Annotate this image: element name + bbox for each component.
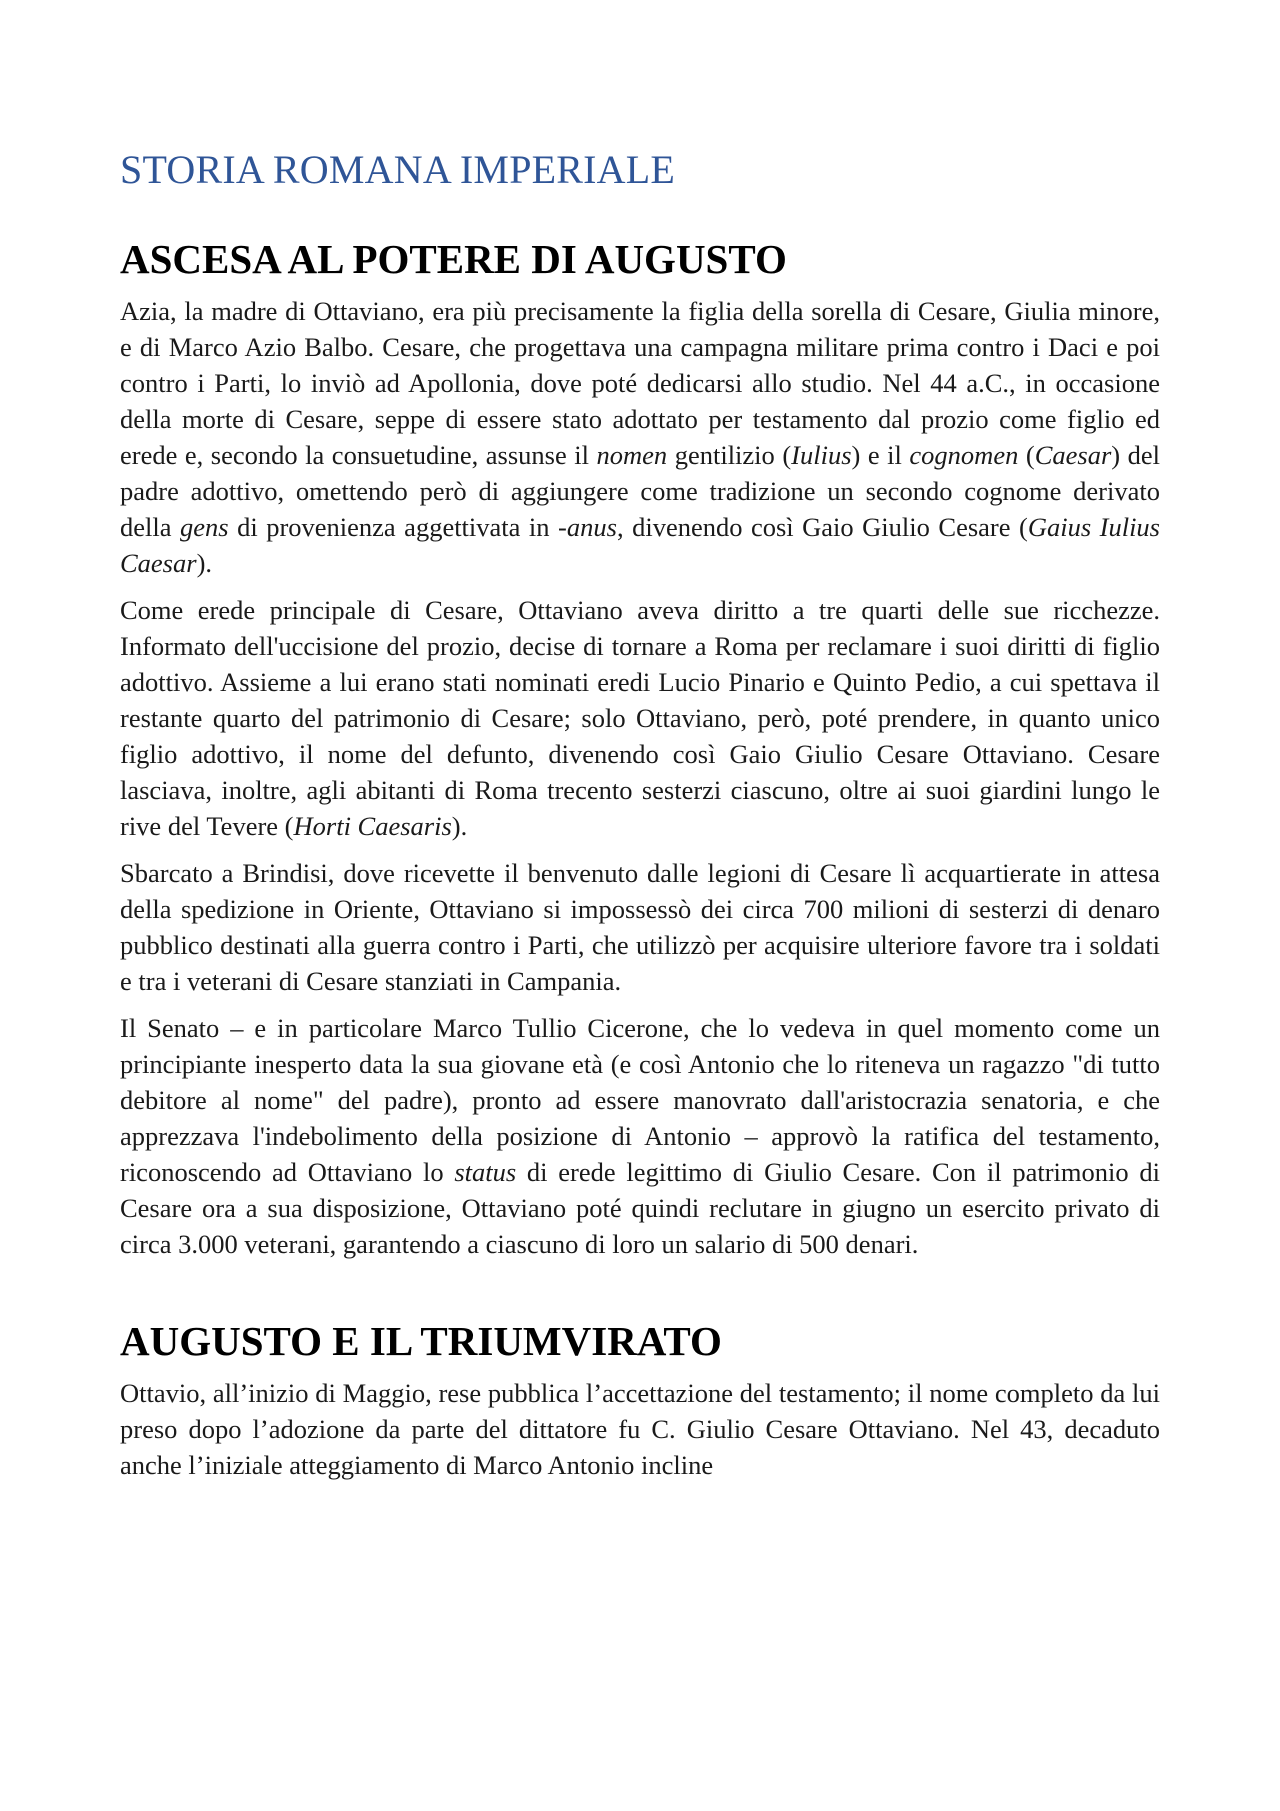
- section-heading-ascesa: ASCESA AL POTERE DI AUGUSTO: [120, 236, 787, 282]
- text-run: Ottavio, all’inizio di Maggio, rese pubblica l’accettazione del testamento; il nome completo da lui preso dopo l’adozione da parte del dittatore fu C. Giulio Cesare Ottaviano. Nel 43, decaduto anche l’iniziale atteggiamento di Marco Antonio incline: [120, 1378, 1160, 1481]
- text-run: di erede legittimo di Giulio Cesare. Con il patrimonio di Cesare ora a sua disposizione, Ottaviano poté quindi reclutare in giugno un esercito privato di circa 3.000 veterani, garantendo a ciascuno di loro un salario di 500 denari.: [120, 1157, 1160, 1260]
- italic-term: gens: [180, 512, 229, 543]
- text-run: ).: [196, 548, 213, 579]
- italic-term: Caesar: [1034, 440, 1112, 471]
- text-run: Sbarcato a Brindisi, dove ricevette il benvenuto dalle legioni di Cesare lì acquartierate in attesa della spedizione in Oriente, Ottaviano si impossessò dei circa 700 milioni di sesterzi di denaro pubblico destinati alla guerra contro i Parti, che utilizzò per acquisire ulteriore favore tra i soldati e tra i veterani di Cesare stanziati in Campania.: [120, 858, 1160, 997]
- section-heading-triumvirato: AUGUSTO E IL TRIUMVIRATO: [120, 1318, 722, 1365]
- italic-term: cognomen: [909, 440, 1019, 471]
- italic-term: Horti Caesaris: [293, 811, 452, 842]
- paragraph: [120, 592, 1160, 844]
- text-run: Come erede principale di Cesare, Ottaviano aveva diritto a tre quarti delle sue ricchezze. Informato dell'uccisione del prozio, decise di tornare a Roma per reclamare i suoi diritti di figlio adottivo. Assieme a lui erano stati nominati eredi Lucio Pinario e Quinto Pedio, a cui spettava il restante quarto del patrimonio di Cesare; solo Ottaviano, però, poté prendere, in quanto unico figlio adottivo, il nome del defunto, divenendo così Gaio Giulio Cesare Ottaviano. Cesare lasciava, inoltre, agli abitanti di Roma trecento sesterzi ciascuno, oltre ai suoi giardini lungo le rive del Tevere (: [120, 595, 1160, 842]
- text-run: , divenendo così Gaio Giulio Cesare (: [616, 512, 1028, 543]
- document-title: STORIA ROMANA IMPERIALE: [120, 147, 676, 192]
- text-run: ) e il: [851, 440, 910, 471]
- paragraph: [120, 1375, 1160, 1483]
- paragraph: [120, 1010, 1160, 1262]
- text-run: di provenienza aggettivata in -: [228, 512, 567, 543]
- text-run: (: [1018, 440, 1035, 471]
- italic-term: anus: [566, 512, 617, 543]
- text-run: Azia, la madre di Ottaviano, era più precisamente la figlia della sorella di Cesare, Giulia minore, e di Marco Azio Balbo. Cesare, che progettava una campagna militare prima contro i Daci e poi contro i Parti, lo inviò ad Apollonia, dove poté dedicarsi allo studio. Nel 44 a.C., in occasione della morte di Cesare, seppe di essere stato adottato per testamento dal prozio come figlio ed erede e, secondo la consuetudine, assunse il: [120, 296, 1160, 471]
- text-run: gentilizio (: [667, 440, 792, 471]
- italic-term: status: [454, 1157, 517, 1188]
- italic-term: Iulius: [791, 440, 852, 471]
- text-run: Il Senato – e in particolare Marco Tullio Cicerone, che lo vedeva in quel momento come un principiante inesperto data la sua giovane età (e così Antonio che lo riteneva un ragazzo "di tutto debitore al nome" del padre), pronto ad essere manovrato dall'aristocrazia senatoria, e che apprezzava l'indebolimento della posizione di Antonio – approvò la ratifica del testamento, riconoscendo ad Ottaviano lo: [120, 1013, 1160, 1188]
- paragraph: [120, 293, 1160, 581]
- text-run: ).: [451, 811, 468, 842]
- paragraph: [120, 855, 1160, 999]
- text-run: ) del padre adottivo, omettendo però di aggiungere come tradizione un secondo cognome derivato della: [120, 440, 1161, 543]
- document-page: [120, 148, 1160, 1494]
- italic-term: nomen: [596, 440, 668, 471]
- italic-term: Gaius Iulius Caesar: [120, 512, 1160, 579]
